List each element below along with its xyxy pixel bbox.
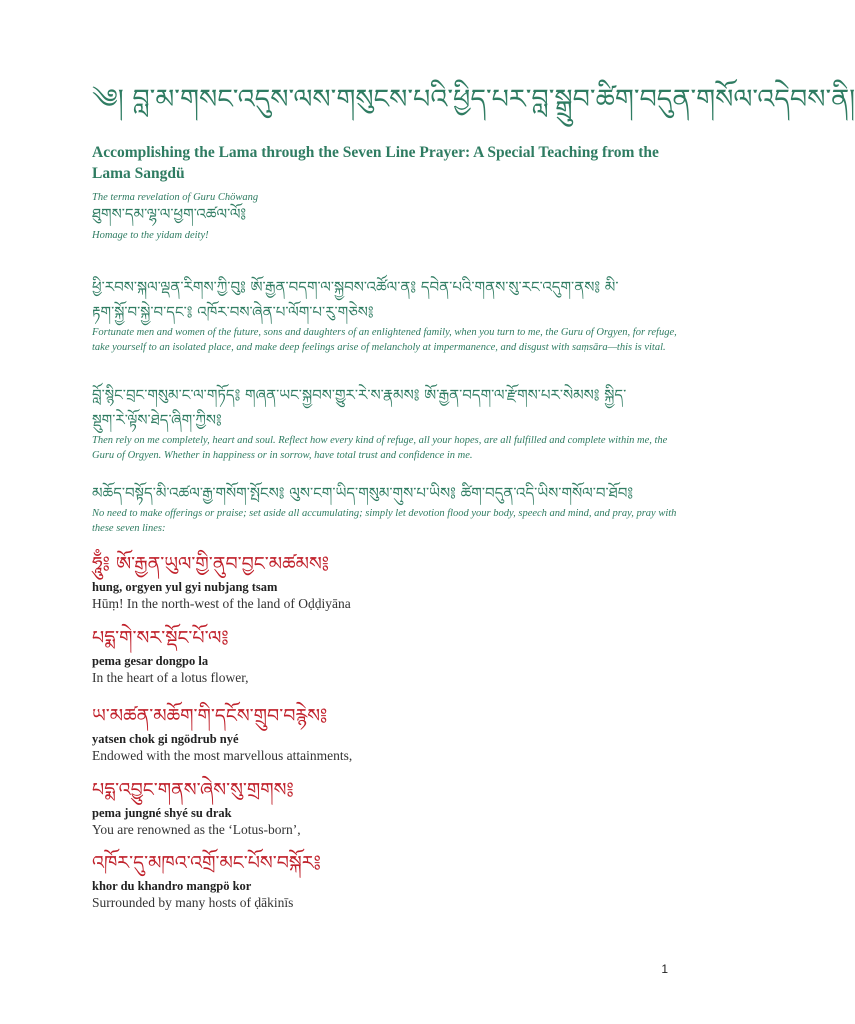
verse-phonetics: yatsen chok gi ngödrub nyé [92,732,239,746]
verse-english: In the heart of a lotus flower, [92,670,249,685]
document-page [92,0,855,1024]
verse-english: Endowed with the most marvellous attainments, [92,748,353,763]
intro-tibetan: མཆོད་བསྟོད་མི་འཚལ་རྒྱ་གསོག་སྤོངས༔ ལུས་ངག་ཡིད་གསུམ་གུས་པ་ཡིས༔ ཚིག་བདུན་འདི་ཡིས་གསོལ་བ་ཐོབ༔ [92,484,634,502]
verse-phonetics: pema gesar dongpo la [92,654,209,668]
intro-tibetan: ཕྱི་རབས་སྐལ་ལྡན་རིགས་ཀྱི་བུ༔ ཨོ་རྒྱན་བདག་ལ་སྐྱབས་འཚོལ་ན༔ དབེན་པའི་གནས་སུ་རང་འདུག་ནས༔ མི་ [92,278,619,296]
page-title: Accomplishing the Lama through the Seven Line Prayer: A Special Teaching from the Lama Sangdü [92,144,659,182]
verse-phonetics: khor du khandro mangpö kor [92,879,252,893]
verse-phonetics: pema jungné shyé su drak [92,806,232,820]
verse-phonetics: hung, orgyen yul gyi nubjang tsam [92,580,278,594]
verse-english: Hūṃ! In the north-west of the land of Oḍḍiyāna [92,596,351,611]
intro-block-devotion [92,481,682,536]
intro-block-reliance [92,383,682,463]
verse-tibetan: པདྨ་གེ་སར་སྡོང་པོ་ལ༔ [92,627,229,649]
intro-tibetan: བློ་སྙིང་བྲང་གསུམ་ང་ལ་གཏོད༔ གཞན་ཡང་སྐྱབས་གྱུར་རེ་ས་རྣམས༔ ཨོ་རྒྱན་བདག་ལ་རྫོགས་པར་སེམས༔ སྐྱིད་ [92,386,627,404]
verse-line [92,848,682,912]
verse-line [92,701,682,765]
verse-line [92,549,682,613]
intro-block-refuge [92,275,682,355]
subtitle: The terma revelation of Guru Chöwang [92,192,259,203]
intro-translation: No need to make offerings or praise; set aside all accumulating; simply let devotion flood your body, speech and mind, and pray, pray with these seven lines: [92,508,677,534]
verse-line [92,775,682,839]
verse-tibetan: འཁོར་དུ་མཁའ་འགྲོ་མང་པོས་བསྐོར༔ [92,852,321,874]
verse-tibetan: ཡ་མཚན་མཆོག་གི་དངོས་གྲུབ་བརྙེས༔ [92,705,328,727]
verse-tibetan: ཧཱུྃ༔ ཨོ་རྒྱན་ཡུལ་གྱི་ནུབ་བྱང་མཚམས༔ [92,553,330,575]
tibetan-title: ༄། བླ་མ་གསང་འདུས་ལས་གསུངས་པའི་ཕྱིད་པར་བླ་སྒྲུབ་ཚིག་བདུན་གསོལ་འདེབས་ནི། [92,84,855,115]
verse-english: Surrounded by many hosts of ḍākinīs [92,895,294,910]
intro-translation: Fortunate men and women of the future, sons and daughters of an enlightened family, when you turn to me, the Guru of Orgyen, for refuge, take yourself to an isolated place, and make deep feelings arise of melancholy at impermanence, and disgust with saṃsāra—this is vital. [92,327,677,353]
intro-block-homage [92,202,682,243]
intro-tibetan: སྡུག་རེ་ལྟོས་ཐེད་ཞིག་ཀྱིས༔ [92,411,222,429]
intro-tibetan: རྟག་སྐྱོ་བ་སྐྱེ་བ་དང་༔ འཁོར་བས་ཞེན་པ་ལོག་པ་རུ་གཅེས༔ [92,303,374,321]
intro-translation: Homage to the yidam deity! [92,230,209,241]
intro-tibetan: ཐུགས་དམ་ལྷ་ལ་ཕྱག་འཚལ་ལོ༔ [92,205,247,223]
page-number: 1 [661,962,668,976]
intro-translation: Then rely on me completely, heart and soul. Reflect how every kind of refuge, all your hopes, are all fulfilled and complete within me, the Guru of Orgyen. Whether in happiness or in sorrow, have total trust and confidence in me. [92,435,668,461]
verse-english: You are renowned as the ‘Lotus-born’, [92,822,301,837]
verse-tibetan: པདྨ་འབྱུང་གནས་ཞེས་སུ་གྲགས༔ [92,779,294,801]
verse-line [92,623,682,687]
